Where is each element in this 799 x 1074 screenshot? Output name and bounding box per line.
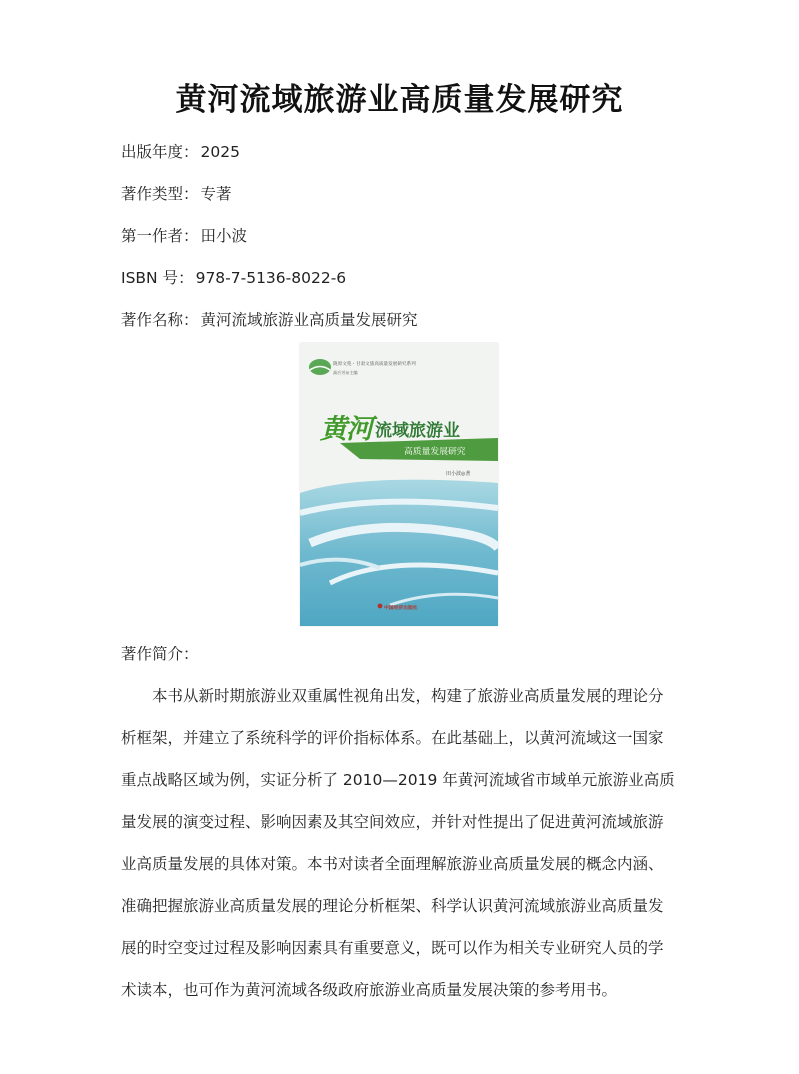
meta-first-author [121, 224, 247, 246]
cover-editor: 高应芳◎主编 [333, 370, 358, 375]
cover-title-huanghe: 黄河 [320, 414, 372, 445]
meta-value: 专著 [200, 185, 232, 203]
meta-label: 著作名称： [121, 311, 199, 329]
meta-work-name [121, 308, 418, 330]
cover-subtitle: 高质量发展研究 [404, 447, 466, 457]
cover-author: 田小波◎著 [446, 471, 471, 477]
cover-artwork [300, 343, 498, 626]
meta-work-type [121, 182, 232, 204]
abstract-line: 本书从新时期旅游业双重属性视角出发，构建了旅游业高质量发展的理论分 [152, 687, 664, 705]
cover-publisher: 中国经济出版社 [384, 605, 418, 611]
meta-isbn [121, 266, 346, 288]
abstract-line: 重点战略区域为例，实证分析了 2010—2019 年黄河流域省市域单元旅游业高质 [121, 771, 675, 789]
abstract-line: 术读本，也可作为黄河流域各级政府旅游业高质量发展决策的参考用书。 [121, 981, 618, 999]
meta-value: 田小波 [200, 227, 248, 245]
cover-title-main: 流域旅游业 [375, 421, 460, 441]
meta-label: ISBN 号： [121, 269, 194, 287]
meta-publish-year [121, 140, 240, 162]
meta-label: 出版年度： [121, 143, 199, 161]
page-title: 黄河流域旅游业高质量发展研究 [175, 82, 624, 118]
abstract-line: 业高质量发展的具体对策。本书对读者全面理解旅游业高质量发展的概念内涵、 [121, 855, 664, 873]
meta-label: 著作类型： [121, 185, 199, 203]
meta-value: 2025 [200, 143, 240, 161]
abstract-line: 展的时空变过过程及影响因素具有重要意义，既可以作为相关专业研究人员的学 [121, 939, 664, 957]
abstract-heading: 著作简介： [121, 645, 199, 663]
meta-value: 978-7-5136-8022-6 [195, 269, 347, 287]
abstract-line: 准确把握旅游业高质量发展的理论分析框架、科学认识黄河流域旅游业高质量发 [121, 897, 664, 915]
book-cover-image [300, 343, 498, 626]
abstract-line: 量发展的演变过程、影响因素及其空间效应，并针对性提出了促进黄河流域旅游 [121, 813, 664, 831]
cover-series: 陇原文苑・甘肃文旅高质量发展研究系列 [333, 362, 416, 367]
meta-value: 黄河流域旅游业高质量发展研究 [200, 311, 418, 329]
abstract-line: 析框架，并建立了系统科学的评价指标体系。在此基础上，以黄河流域这一国家 [121, 729, 664, 747]
meta-label: 第一作者： [121, 227, 199, 245]
